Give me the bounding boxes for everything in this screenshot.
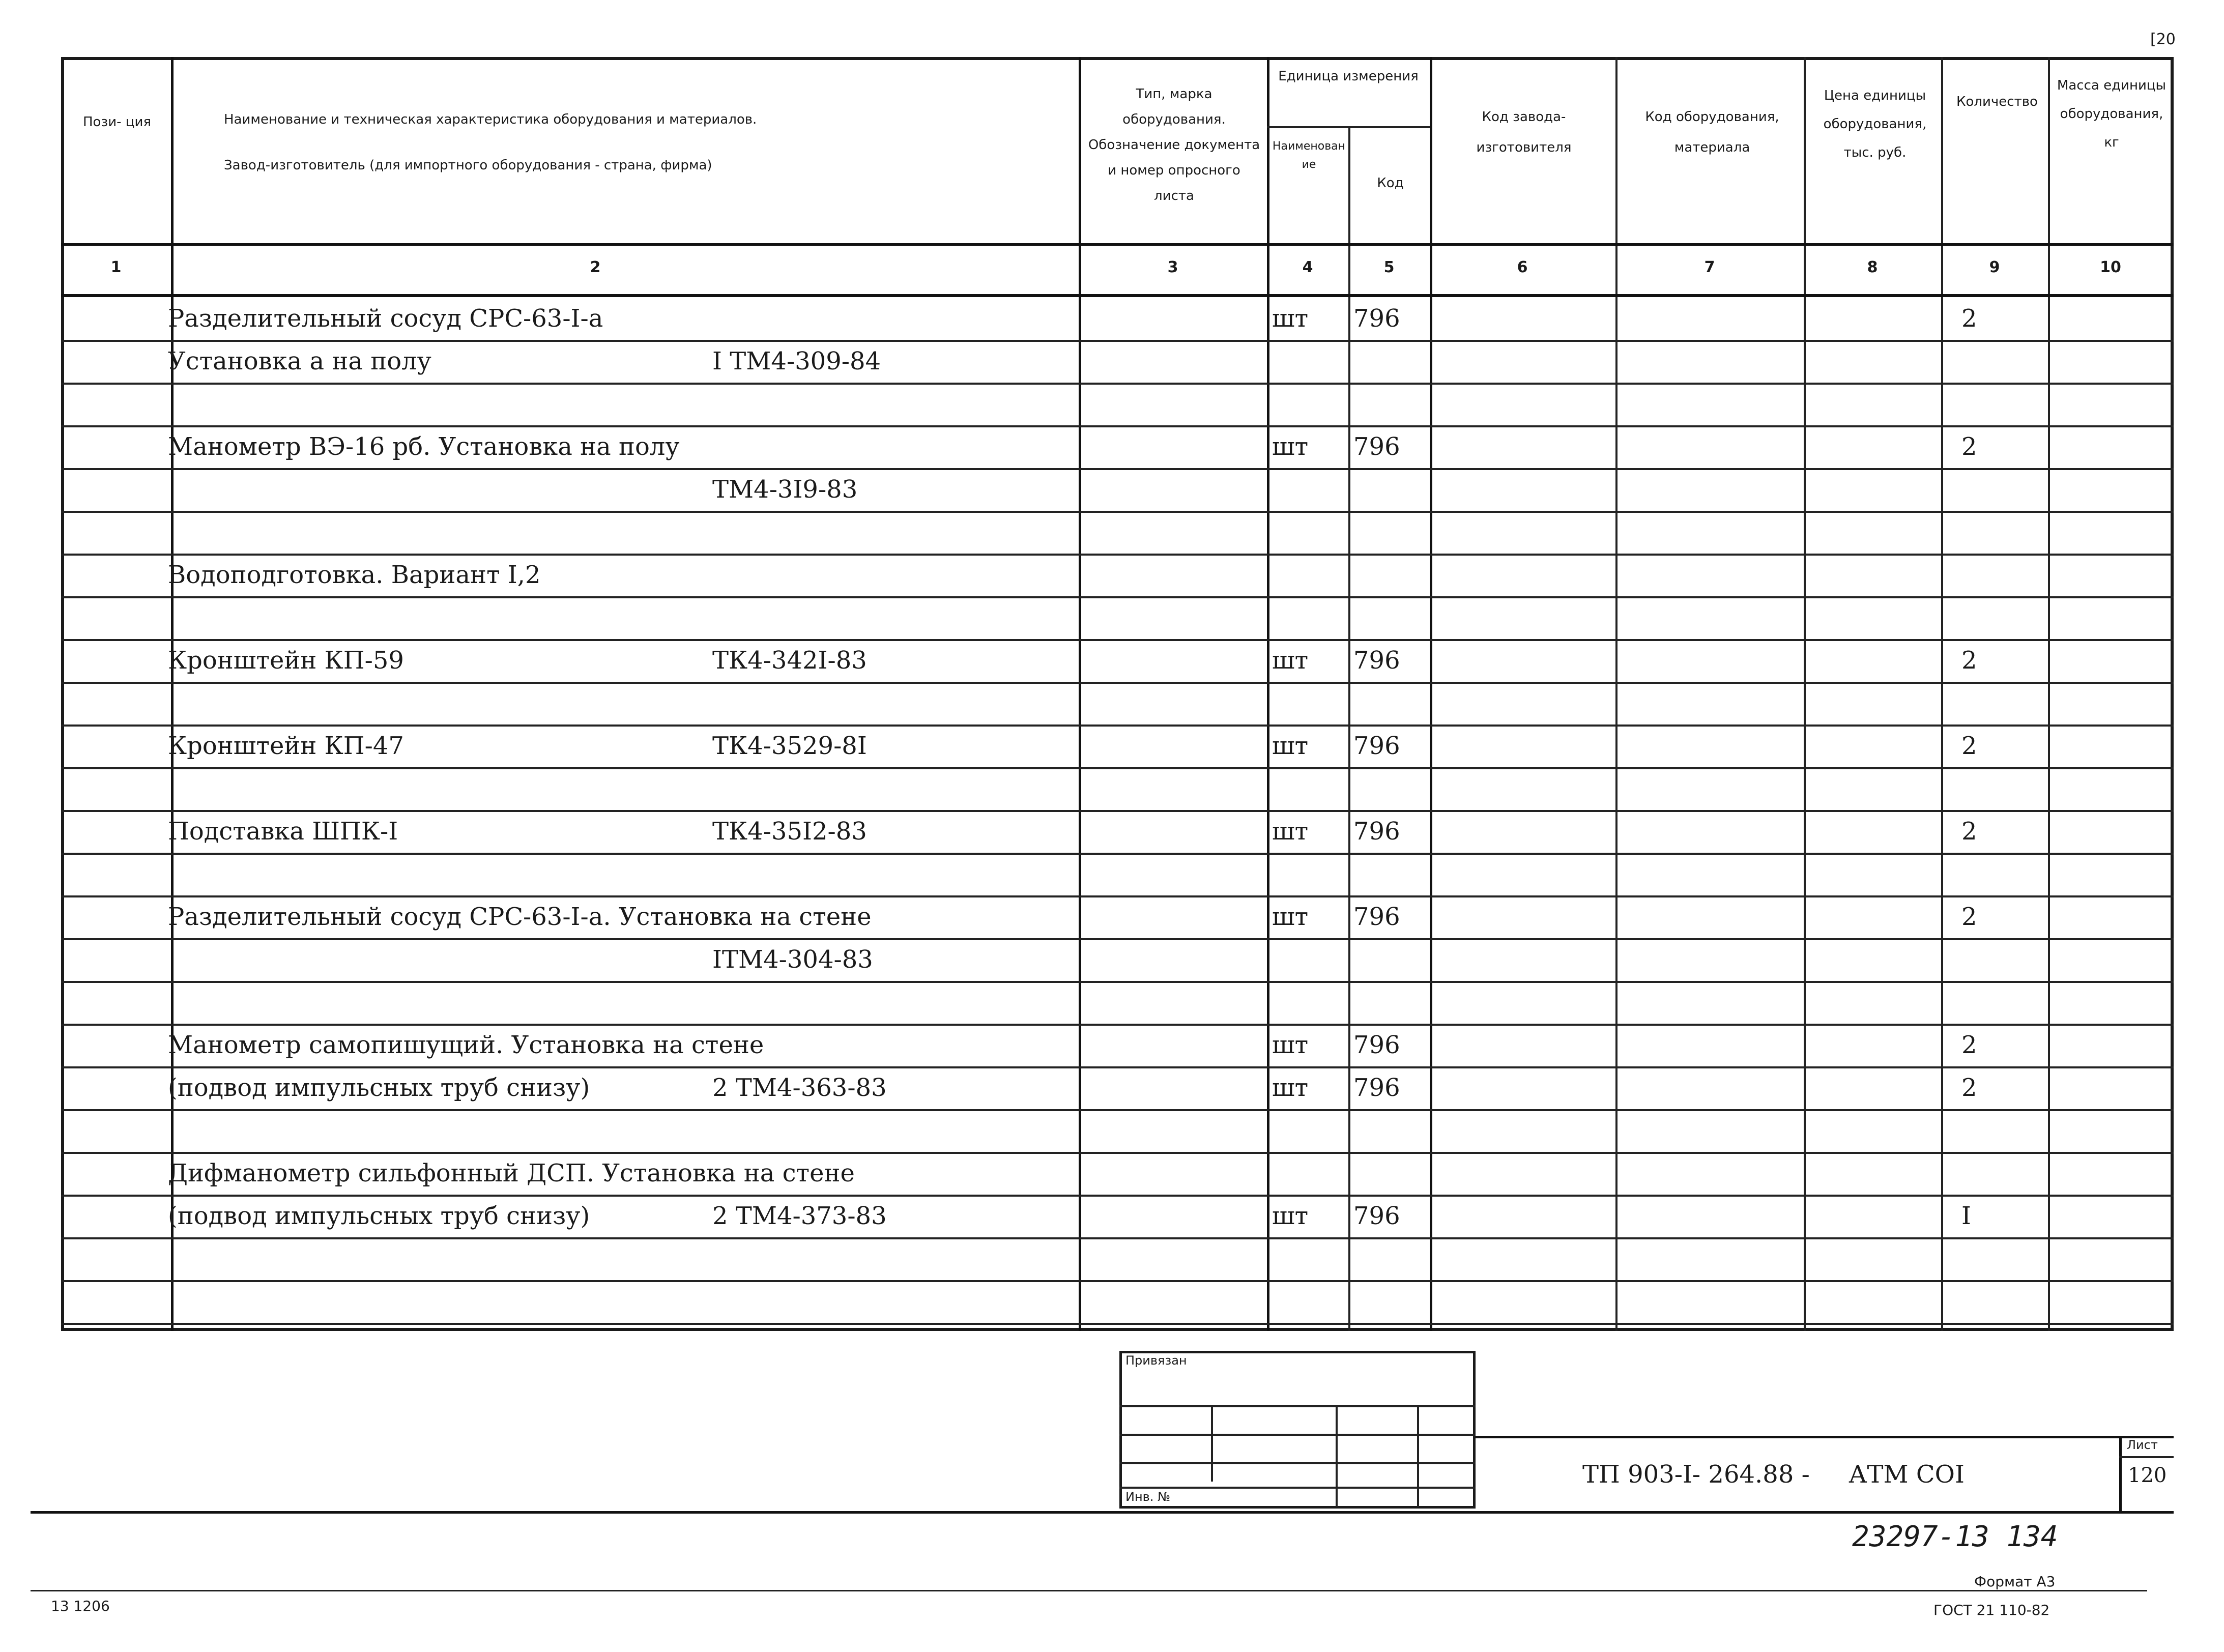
row-divider [61,1152,2174,1154]
row-divider [61,1323,2174,1325]
footer-gost: ГОСТ 21 110-82 [1933,1602,2050,1618]
stamp-inv-no: Инв. № [1125,1490,1171,1504]
row-divider [61,981,2174,983]
stamp-vline-1 [1211,1405,1213,1482]
row-code: 796 [1353,1074,1400,1102]
row-name: Установка а на полу [168,347,431,375]
row-document: ТК4-342I-83 [712,646,867,675]
stamp-sheet-vline [2119,1436,2122,1511]
col-number-1: 1 [110,258,122,276]
stamp-line-1 [1119,1405,1476,1407]
spec-table-frame [61,57,2174,1331]
row-divider [61,340,2174,342]
row-divider [61,767,2174,769]
stamp-vline-2 [1336,1405,1338,1507]
col-line-3 [1267,57,1269,1331]
header-name-line2: Завод-изготовитель (для импортного оборудования - страна, фирма) [224,158,712,173]
stamp-line-4 [1119,1487,1476,1489]
header-mass: Масса единицы оборудования, кг [2057,78,2167,150]
row-unit: шт [1272,1074,1309,1102]
col-number-3: 3 [1167,258,1178,276]
stamp-sheet-label: Лист [2127,1438,2158,1452]
title-block [1119,1351,1476,1509]
col-line-5 [1430,57,1432,1331]
page-bottom-line [31,1511,2174,1514]
row-code: 796 [1353,732,1400,760]
row-code: 796 [1353,432,1400,461]
page-corner-mark: [20 [2150,31,2176,48]
row-unit: шт [1272,1031,1309,1059]
col-number-6: 6 [1517,258,1528,276]
row-document: ТМ4-3I9-83 [712,475,858,504]
column-number-bottom-line [61,294,2174,297]
row-divider [61,425,2174,427]
row-unit: шт [1272,732,1309,760]
row-name: Манометр самопишущий. Установка на стене [168,1031,764,1059]
col-number-4: 4 [1302,258,1313,276]
row-divider [61,1195,2174,1197]
row-divider [61,1109,2174,1111]
row-document: 2 ТМ4-363-83 [712,1074,887,1102]
stamp-sheet-split [2119,1456,2174,1458]
row-qty: 2 [1961,1074,1977,1102]
row-name: Кронштейн КП-59 [168,646,404,675]
footer-format: Формат А3 [1974,1573,2056,1590]
stamp-sheet-number: 120 [2128,1464,2167,1487]
row-name: Разделительный сосуд СРС-63-I-а. Установка на стене [168,903,872,931]
row-unit: шт [1272,432,1309,461]
footer-line [31,1590,2147,1591]
row-unit: шт [1272,817,1309,846]
stamp-line-2 [1119,1434,1476,1436]
row-qty: 2 [1961,1031,1977,1059]
col-number-8: 8 [1867,258,1878,276]
row-document: I ТМ4-309-84 [712,347,881,375]
stamp-privyazan: Привязан [1125,1353,1187,1368]
row-unit: шт [1272,1202,1309,1230]
row-qty: 2 [1961,646,1977,675]
footer-left-code: 13 1206 [51,1598,110,1614]
col-number-7: 7 [1704,258,1715,276]
row-name: Манометр ВЭ-16 рб. Установка на полу [168,432,680,461]
row-unit: шт [1272,304,1309,333]
row-unit: шт [1272,646,1309,675]
row-divider [61,895,2174,897]
col-number-5: 5 [1383,258,1395,276]
row-name: Разделительный сосуд СРС-63-I-а [168,304,603,333]
col-line-9 [2048,57,2050,1331]
header-maker-code: Код завода-изготовителя [1476,109,1572,155]
row-code: 796 [1353,304,1400,333]
row-name: (подвод импульсных труб снизу) [168,1202,590,1230]
row-document: 2 ТМ4-373-83 [712,1202,887,1230]
header-unit-code: Код [1377,176,1404,191]
row-divider [61,1280,2174,1282]
row-divider [61,639,2174,641]
row-code: 796 [1353,903,1400,931]
row-name: (подвод импульсных труб снизу) [168,1074,590,1102]
row-divider [61,1066,2174,1068]
header-name-line1: Наименование и техническая характеристика оборудования и материалов. [224,112,757,127]
col-number-9: 9 [1989,258,2000,276]
col-number-10: 10 [2100,258,2121,276]
col-line-6 [1615,57,1618,1331]
row-divider [61,1237,2174,1239]
row-divider [61,511,2174,513]
row-name: Кронштейн КП-47 [168,732,404,760]
header-position: Пози- ция [82,114,152,130]
row-divider [61,468,2174,470]
row-document: ТК4-35I2-83 [712,817,867,846]
row-name: Подставка ШПК-I [168,817,398,846]
row-divider [61,810,2174,812]
row-qty: 2 [1961,903,1977,931]
row-code: 796 [1353,817,1400,846]
row-name: Водоподготовка. Вариант I,2 [168,561,541,589]
row-divider [61,383,2174,385]
row-qty: 2 [1961,304,1977,333]
stamp-designation-top [1476,1436,2174,1438]
stamp-line-3 [1119,1462,1476,1464]
row-code: 796 [1353,1031,1400,1059]
row-qty: 2 [1961,817,1977,846]
header-equip-code: Код оборудования, материала [1645,109,1779,155]
handwritten-archive-number: 23297-13 134 [1852,1520,2058,1553]
row-divider [61,724,2174,727]
stamp-designation: ТП 903-I- 264.88 - АТМ СОI [1582,1460,1965,1489]
row-divider [61,938,2174,940]
row-qty: I [1961,1202,1971,1230]
row-qty: 2 [1961,432,1977,461]
header-price: Цена единицы оборудования, тыс. руб. [1823,88,1927,160]
row-code: 796 [1353,1202,1400,1230]
row-document: IТМ4-304-83 [712,945,873,974]
col-line-4 [1348,127,1350,1331]
row-divider [61,596,2174,598]
row-divider [61,554,2174,556]
row-divider [61,1024,2174,1026]
col-line-1 [171,57,174,1331]
row-divider [61,682,2174,684]
header-unit-group: Единица измерения [1278,69,1419,84]
col-line-7 [1804,57,1806,1331]
unit-split-line [1267,126,1430,128]
row-divider [61,853,2174,855]
row-qty: 2 [1961,732,1977,760]
row-code: 796 [1353,646,1400,675]
header-qty: Количество [1956,94,2038,109]
col-line-8 [1941,57,1943,1331]
col-line-2 [1079,57,1081,1331]
header-type: Тип, марка оборудования. Обозначение документа и номер опросного листа [1088,86,1260,204]
row-name: Дифманометр сильфонный ДСП. Установка на стене [168,1159,855,1187]
col-number-2: 2 [590,258,601,276]
header-bottom-line [61,243,2174,246]
header-unit-name: Наименование [1272,140,1346,171]
row-unit: шт [1272,903,1309,931]
row-document: ТК4-3529-8I [712,732,867,760]
stamp-vline-3 [1417,1405,1419,1507]
